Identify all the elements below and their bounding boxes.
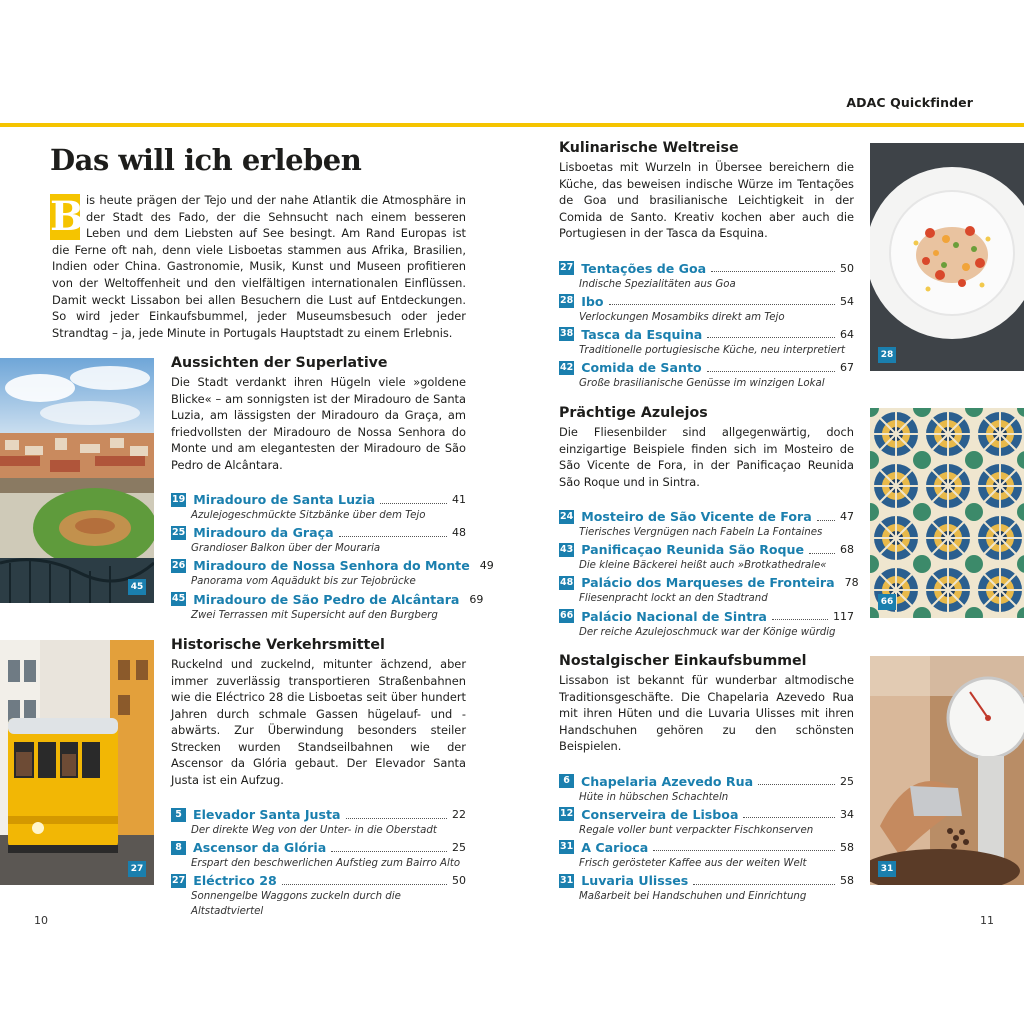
item-name[interactable]: Eléctrico 28 xyxy=(193,873,277,889)
item-number: 38 xyxy=(560,328,574,340)
leader-dots xyxy=(331,851,447,852)
item-name[interactable]: Tasca da Esquina xyxy=(581,326,703,342)
list-item[interactable] xyxy=(171,524,466,557)
section-title: Nostalgischer Einkaufsbummel xyxy=(559,653,807,669)
section-text: Lisboetas mit Wurzeln in Übersee bereichern die Küche, das beweisen indische Würze im Tentações de Goa und brasilianische Leichtigkeit in der Comida de Santo. Kreativ kochen aber auch die Portugiesen in der Tasca da Esquina. xyxy=(559,160,854,240)
item-number: 45 xyxy=(172,593,186,605)
leader-dots xyxy=(346,818,447,819)
item-number: 42 xyxy=(560,361,574,373)
shop-illustration xyxy=(870,656,1024,885)
list-item[interactable] xyxy=(559,326,854,359)
item-subtitle: Der direkte Weg von der Unter- in die Oberstadt xyxy=(191,825,437,836)
section-title: Aussichten der Superlative xyxy=(171,355,388,371)
item-subtitle: Hüte in hübschen Schachteln xyxy=(579,791,729,803)
leader-dots xyxy=(758,784,835,785)
item-page: 50 xyxy=(452,874,466,888)
section-text: Die Stadt verdankt ihren Hügeln viele »goldene Blicke« – am sonnigsten ist der Miradouro de Santa Luzia, am lässigsten der Miradouro da Graça, am friedvollsten der Miradouro de Nossa Senhora do Monte und am elegantesten der Miradouro de São Pedro de Alcântara. xyxy=(171,375,466,472)
tram-illustration xyxy=(0,640,154,885)
leader-dots xyxy=(693,884,835,885)
section-verkehrsmittel xyxy=(171,637,466,918)
item-name[interactable]: A Carioca xyxy=(581,839,649,855)
page-title: Das will ich erleben xyxy=(50,143,362,177)
page-number-left: 10 xyxy=(34,914,48,927)
page-number-right: 11 xyxy=(980,914,994,927)
section-list xyxy=(559,260,854,393)
item-subtitle: Verlockungen Mosambiks direkt am Tejo xyxy=(579,311,785,323)
item-number: 31 xyxy=(560,874,574,886)
list-item[interactable] xyxy=(171,591,484,624)
list-item[interactable] xyxy=(559,839,854,872)
item-page: 49 xyxy=(479,559,494,573)
item-number: 26 xyxy=(172,559,186,571)
item-number: 6 xyxy=(559,774,574,788)
list-item[interactable] xyxy=(559,359,854,392)
intro-paragraph xyxy=(52,192,466,341)
item-page: 25 xyxy=(840,774,854,788)
section-aussichten xyxy=(171,355,494,624)
item-page: 68 xyxy=(840,543,854,557)
section-text: Die Fliesenbilder sind allgegenwärtig, doch einzigartige Beispiele finden sich im Mosteiro de São Vicente de Fora, in der Panificaçao Reunida São Roque und in Sintra. xyxy=(559,425,854,489)
item-number: 12 xyxy=(560,808,574,820)
item-subtitle: Sonnengelbe Waggons zuckeln durch die Altstadtviertel xyxy=(191,891,401,918)
dish-illustration xyxy=(870,143,1024,371)
list-item[interactable] xyxy=(559,574,859,607)
section-kulinarisch xyxy=(559,140,854,392)
drop-cap: B xyxy=(50,193,84,240)
item-subtitle: Tierisches Vergnügen nach Fabeln La Fontaines xyxy=(579,527,823,538)
item-subtitle: Große brasilianische Genüsse im winzigen Lokal xyxy=(579,378,825,390)
item-name[interactable]: Panificaçao Reunida São Roque xyxy=(581,542,805,558)
list-item[interactable] xyxy=(559,608,854,641)
list-item[interactable] xyxy=(171,806,466,839)
item-subtitle: Maßarbeit bei Handschuhen und Einrichtung xyxy=(579,891,807,903)
leader-dots xyxy=(339,536,447,537)
item-subtitle: Regale voller bunt verpackter Fischkonserven xyxy=(579,824,814,836)
list-item[interactable] xyxy=(559,872,854,905)
item-name[interactable]: Palácio Nacional de Sintra xyxy=(581,608,767,624)
photo-shop xyxy=(870,656,1024,885)
item-page: 54 xyxy=(840,294,854,308)
list-item[interactable] xyxy=(559,508,854,541)
item-page: 48 xyxy=(452,526,466,540)
item-subtitle: Grandioser Balkon über der Mouraria xyxy=(191,543,381,555)
list-item[interactable] xyxy=(171,872,466,918)
item-subtitle: Fliesenpracht lockt an den Stadtrand xyxy=(579,593,768,605)
item-page: 34 xyxy=(840,807,854,821)
section-list xyxy=(171,806,466,918)
intro-text: is heute prägen der Tejo und der nahe Atlantik die Atmosphäre in der Stadt des Fado, der die Sehnsucht nach einem besseren Leben und dem Liebsten auf See besingt. Am Rand Europas ist die Ferne oft nah, denn viele Lisboetas stammen aus Afrika, Brasilien, Indien oder China. Gastronomie, Musik, Kunst und Museen profitieren von der Weltoffenheit und den vielfältigen internationalen Einflüssen. Damit weckt Lissabon bei allen Besuchern die Lust auf Entdeckungen. So wird jeder Einkaufsbummel, jeder Museumsbesuch oder jeder Strandtag – ja, jede Minute in Portugals Hauptstadt zu einem Erlebnis. xyxy=(52,193,466,340)
item-page: 117 xyxy=(833,609,854,623)
photo-azulejos xyxy=(870,408,1024,618)
item-number: 28 xyxy=(560,295,574,307)
item-name[interactable]: Comida de Santo xyxy=(581,360,702,376)
item-name[interactable]: Miradouro de Santa Luzia xyxy=(193,492,376,507)
photo-viewpoint xyxy=(0,358,154,603)
viewpoint-illustration xyxy=(0,358,154,603)
item-subtitle: Die kleine Bäckerei heißt auch »Brotkathedrale« xyxy=(579,560,827,572)
leader-dots xyxy=(609,304,835,305)
list-item[interactable] xyxy=(559,806,854,839)
photo-badge: 28 xyxy=(878,347,896,363)
item-page: 41 xyxy=(452,493,466,506)
item-name[interactable]: Conserveira de Lisboa xyxy=(581,806,739,822)
leader-dots xyxy=(707,337,835,338)
photo-badge: 31 xyxy=(878,861,896,877)
item-name[interactable]: Miradouro de São Pedro de Alcântara xyxy=(193,591,460,607)
item-name[interactable]: Ascensor da Glória xyxy=(193,840,327,856)
photo-dish xyxy=(870,143,1024,371)
item-page: 58 xyxy=(840,874,854,888)
photo-badge: 27 xyxy=(128,861,146,877)
item-page: 47 xyxy=(840,510,854,523)
item-subtitle: Azulejogeschmückte Sitzbänke über dem Tejo xyxy=(191,510,426,521)
item-number: 5 xyxy=(171,808,186,822)
leader-dots xyxy=(743,817,835,818)
item-subtitle: Zwei Terrassen mit Supersicht auf den Burgberg xyxy=(191,609,438,621)
item-name[interactable]: Miradouro da Graça xyxy=(193,525,334,541)
item-page: 25 xyxy=(452,841,466,855)
item-number: 31 xyxy=(560,841,574,853)
section-title: Historische Verkehrsmittel xyxy=(171,637,385,653)
leader-dots xyxy=(809,553,835,554)
leader-dots xyxy=(380,503,447,504)
item-number: 27 xyxy=(172,874,186,886)
item-number: 19 xyxy=(172,493,186,505)
item-page: 78 xyxy=(844,576,859,590)
item-page: 58 xyxy=(840,840,854,854)
leader-dots xyxy=(282,884,447,885)
section-list xyxy=(559,773,854,906)
item-number: 48 xyxy=(560,576,574,588)
list-item[interactable] xyxy=(559,293,854,326)
header-rule xyxy=(0,123,1024,127)
item-subtitle: Indische Spezialitäten aus Goa xyxy=(579,278,736,290)
item-name[interactable]: Palácio dos Marqueses de Fronteira xyxy=(581,575,835,591)
item-number: 66 xyxy=(560,610,574,622)
item-name[interactable]: Chapelaria Azevedo Rua xyxy=(581,773,754,789)
list-item[interactable] xyxy=(171,491,466,524)
item-subtitle: Erspart den beschwerlichen Aufstieg zum Bairro Alto xyxy=(191,858,461,870)
azulejo-illustration xyxy=(870,408,1024,618)
item-subtitle: Traditionelle portugiesische Küche, neu interpretiert xyxy=(579,344,846,356)
section-text: Lissabon ist bekannt für wunderbar altmodische Traditionsgeschäfte. Die Chapelaria Azevedo Rua mit ihren Hüten und die Luvaria Ulisses mit ihren Handschuhen gehören zu den schönsten Beispielen. xyxy=(559,673,854,753)
item-name[interactable]: Mosteiro de São Vicente de Fora xyxy=(581,509,812,524)
section-list xyxy=(171,491,494,624)
item-page: 69 xyxy=(469,592,484,606)
list-item[interactable] xyxy=(559,541,854,574)
list-item[interactable] xyxy=(171,839,466,872)
item-subtitle: Der reiche Azulejoschmuck war der Könige würdig xyxy=(579,626,836,638)
section-text: Ruckelnd und zuckelnd, mitunter ächzend, aber immer zuverlässig transportieren Straßenbahnen wie die Eléctrico 28 die Lisboetas seit über hundert Jahren durch schmale Gassen hügelauf- und -abwärts. Zur Überwindung besonders steiler Strecken wurden Standseilbahnen wie der Ascensor da Glória gebaut. Der Elevador Santa Justa ist ein Aufzug. xyxy=(171,657,466,787)
leader-dots xyxy=(711,271,835,272)
item-name[interactable]: Elevador Santa Justa xyxy=(193,807,341,822)
item-name[interactable]: Tentações de Goa xyxy=(581,260,707,276)
list-item[interactable] xyxy=(559,773,854,806)
leader-dots xyxy=(653,850,835,851)
item-name[interactable]: Miradouro de Nossa Senhora do Monte xyxy=(193,558,470,574)
section-title: Prächtige Azulejos xyxy=(559,405,708,421)
leader-dots xyxy=(772,619,828,620)
photo-badge: 66 xyxy=(878,594,896,610)
leader-dots xyxy=(707,371,835,372)
item-page: 64 xyxy=(840,327,854,341)
photo-tram xyxy=(0,640,154,885)
item-number: 8 xyxy=(171,841,186,855)
item-subtitle: Frisch gerösteter Kaffee aus der weiten Welt xyxy=(579,857,807,869)
item-page: 22 xyxy=(452,808,466,821)
leader-dots xyxy=(817,520,835,521)
list-item[interactable] xyxy=(171,557,494,590)
section-einkaufsbummel xyxy=(559,653,854,905)
list-item[interactable] xyxy=(559,260,854,293)
photo-badge: 45 xyxy=(128,579,146,595)
item-page: 67 xyxy=(840,361,854,375)
item-number: 25 xyxy=(172,526,186,538)
item-subtitle: Panorama vom Aquädukt bis zur Tejobrücke xyxy=(191,576,416,588)
item-number: 43 xyxy=(560,543,574,555)
item-name[interactable]: Ibo xyxy=(581,293,604,309)
section-title: Kulinarische Weltreise xyxy=(559,140,739,156)
item-number: 27 xyxy=(560,262,574,273)
section-azulejos xyxy=(559,405,859,641)
section-list xyxy=(559,508,859,641)
item-number: 24 xyxy=(560,510,574,522)
item-page: 50 xyxy=(840,261,854,275)
item-name[interactable]: Luvaria Ulisses xyxy=(581,873,689,889)
running-header: ADAC Quickfinder xyxy=(846,95,973,110)
